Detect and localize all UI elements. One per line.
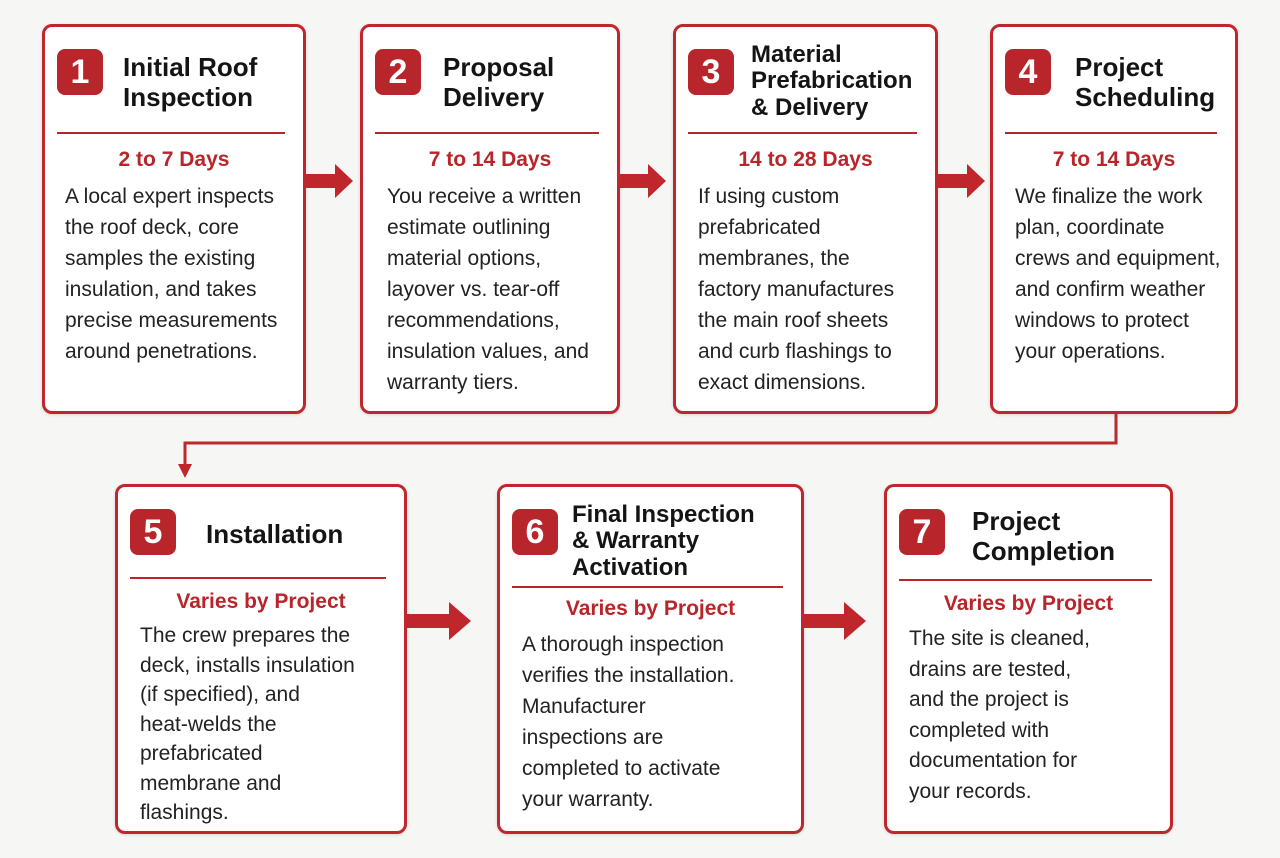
step-title: Material Prefabrication & Delivery <box>751 41 913 121</box>
step-number-badge: 7 <box>899 509 945 555</box>
step-duration: Varies by Project <box>943 592 1114 615</box>
step-card-6 <box>497 484 804 834</box>
step-duration: 7 to 14 Days <box>428 148 552 171</box>
step-title: Final Inspection & Warranty Activation <box>572 501 755 581</box>
step-duration: 2 to 7 Days <box>118 148 230 171</box>
step-description: We finalize the work plan, coordinate crews and equipment, and confirm weather windows to protect your operations. <box>1015 185 1221 363</box>
divider <box>1005 132 1217 134</box>
step-number-badge: 1 <box>57 49 103 95</box>
right-arrow-icon <box>804 602 868 640</box>
step-title: Installation <box>206 519 344 549</box>
step-card-2 <box>360 24 620 414</box>
step-number-badge: 6 <box>512 509 558 555</box>
step-duration: 14 to 28 Days <box>738 148 873 171</box>
step-description: The crew prepares the deck, installs insulation (if specified), and heat-welds the prefabricated membrane and flashings. <box>140 624 355 824</box>
step-title: Project Completion <box>972 506 1115 566</box>
step-card-7 <box>884 484 1173 834</box>
divider <box>512 586 783 588</box>
step-number-badge: 2 <box>375 49 421 95</box>
right-arrow-icon <box>305 164 355 198</box>
divider <box>688 132 917 134</box>
step-title: Project Scheduling <box>1075 52 1216 112</box>
step-number-badge: 3 <box>688 49 734 95</box>
divider <box>375 132 599 134</box>
step-card-4 <box>990 24 1238 414</box>
divider <box>130 577 386 579</box>
step-description: A thorough inspection verifies the installation. Manufacturer inspections are completed to activate your warranty. <box>522 633 735 811</box>
right-arrow-icon <box>407 602 473 640</box>
right-arrow-icon <box>618 164 668 198</box>
right-arrow-icon <box>937 164 987 198</box>
step-description: If using custom prefabricated membranes, the factory manufactures the main roof sheets and curb flashings to exact dimensions. <box>698 185 895 394</box>
step-card-1 <box>42 24 306 414</box>
step-title: Initial Roof Inspection <box>123 52 258 112</box>
step-description: You receive a written estimate outlining material options, layover vs. tear-off recommendations, insulation values, and warranty tiers. <box>387 185 589 394</box>
step-card-3 <box>673 24 938 414</box>
step-number-badge: 4 <box>1005 49 1051 95</box>
divider <box>57 132 285 134</box>
step-duration: Varies by Project <box>565 597 736 620</box>
step-title: Proposal Delivery <box>443 52 555 112</box>
step-description: A local expert inspects the roof deck, core samples the existing insulation, and takes precise measurements around penetrations. <box>65 185 278 363</box>
step-duration: Varies by Project <box>176 590 346 613</box>
step-duration: 7 to 14 Days <box>1052 148 1176 171</box>
step-description: The site is cleaned, drains are tested, and the project is completed with documentation for your records. <box>909 627 1090 803</box>
divider <box>899 579 1152 581</box>
step-card-5 <box>115 484 407 834</box>
step-number-badge: 5 <box>130 509 176 555</box>
